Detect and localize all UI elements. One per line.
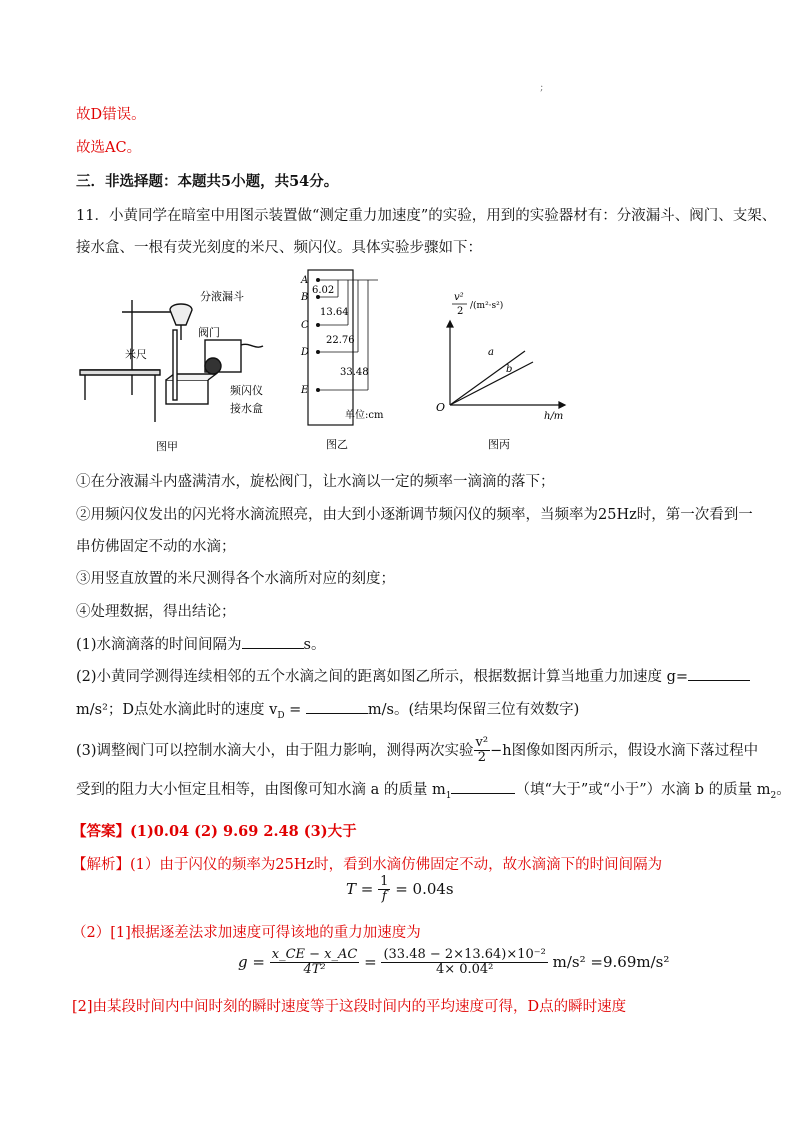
step-2-line-1: ②用频闪仪发出的闪光将水滴流照亮，由大到小逐渐调节频闪仪的频率，当频率为25Hz时，第一次看到一 [76, 507, 753, 523]
distance-ad: 22.76 [326, 335, 355, 346]
answer-blank-1[interactable] [242, 636, 304, 649]
answer-blank-3[interactable] [306, 701, 368, 714]
label-ruler: 米尺 [125, 348, 147, 361]
figure-yi [298, 265, 408, 455]
eq-t-lhs: T = [346, 879, 374, 898]
sub-question-2-line-1 [76, 665, 750, 686]
sub3b-sub1: 1 [445, 790, 452, 801]
fraction-v2-over-2 [474, 736, 491, 766]
step-1: ①在分液漏斗内盛满清水，旋松阀门，让水滴以一定的频率一滴滴的落下； [76, 474, 555, 490]
equation-gravity [238, 948, 669, 978]
sub-question-3-line-2 [76, 778, 791, 801]
point-b: B [301, 292, 309, 303]
sub3b-text: 受到的阻力大小恒定且相等，由图像可知水滴 a 的质量 m [76, 782, 446, 798]
eq-g-frac2 [381, 948, 547, 978]
label-funnel: 分液漏斗 [200, 290, 244, 303]
sub3b-sub2: 2 [770, 790, 777, 801]
step-3: ③用竖直放置的米尺测得各个水滴所对应的刻度； [76, 571, 395, 587]
caption-jia: 图甲 [156, 440, 178, 453]
sub1-unit: s。 [303, 637, 326, 653]
question-11-line-1: 11．小黄同学在暗室中用图示装置做“测定重力加速度”的实验，用到的实验器材有：分液漏斗、阀门、支架、 [76, 208, 777, 224]
eq-g-lhs: g = [238, 952, 265, 971]
ylabel-unit: /(m²·s²) [470, 301, 504, 311]
analysis-line-3: [2]由某段时间内中间时刻的瞬时速度等于这段时间内的平均速度可得，D点的瞬时速度 [72, 999, 627, 1015]
question-11-line-2: 接水盒、一根有荧光刻度的米尺、频闪仪。具体实验步骤如下： [76, 240, 482, 256]
eq-t-den: f [381, 889, 387, 905]
analysis-line-1: 【解析】(1）由于闪仪的频率为25Hz时，看到水滴仿佛固定不动，故水滴滴下的时间间隔为 [72, 857, 663, 873]
sub3-tail: −h图像如图丙所示，假设水滴下落过程中 [490, 742, 759, 759]
sub2b-text: m/s²；D点处水滴此时的速度 v [76, 702, 278, 718]
distance-ac: 13.64 [320, 307, 349, 318]
text-l1: 故D错误。 [76, 107, 146, 123]
caption-bing: 图丙 [488, 438, 510, 451]
sub2-text: (2)小黄同学测得连续相邻的五个水滴之间的距离如图乙所示，根据数据计算当地重力加速度 g= [76, 669, 689, 685]
text-l2: 故选AC。 [76, 140, 142, 156]
sub-question-1 [76, 633, 326, 654]
point-c: C [301, 320, 309, 331]
step-4: ④处理数据，得出结论； [76, 604, 236, 620]
sub-question-3-line-1 [76, 736, 758, 766]
eq-g-num: x_CE − x_AC [271, 947, 358, 962]
caption-yi: 图乙 [326, 438, 348, 451]
figure-bing [430, 283, 580, 458]
eq-g-mid: = [364, 952, 377, 971]
answer-blank-2[interactable] [688, 668, 750, 681]
label-valve: 阀门 [198, 326, 220, 339]
figure-jia [70, 270, 290, 460]
eq-t-num: 1 [380, 874, 389, 889]
line-b-label: b [506, 364, 513, 375]
eq-g-den2: 4× 0.04² [435, 962, 494, 978]
equation-period [346, 875, 454, 905]
origin-label: O [436, 401, 446, 414]
sub3-text: (3)调整阀门可以控制水滴大小，由于阻力影响，测得两次实验 [76, 742, 474, 759]
ylabel-num: v² [454, 292, 464, 303]
eq-g-frac1 [270, 948, 360, 978]
point-e: E [301, 385, 309, 396]
distance-ae: 33.48 [340, 367, 369, 378]
point-d: D [301, 347, 310, 358]
label-water-box: 接水盒 [230, 402, 263, 415]
section-heading: 三．非选择题：本题共5小题，共54分。 [76, 173, 339, 190]
sub-question-2-line-2 [76, 698, 579, 721]
eq-g-num2: (33.48 − 2×13.64)×10⁻² [383, 947, 546, 962]
eq-g-den: 4T² [303, 962, 326, 978]
distance-ab: 6.02 [312, 285, 335, 296]
eq-t-rhs: = 0.04s [395, 879, 454, 898]
sub2b-subscript: D [277, 710, 285, 721]
step-2-line-2: 串仿佛固定不动的水滴； [76, 539, 236, 555]
sub3b-end: 。 [776, 782, 791, 798]
sub1-text: (1)水滴滴落的时间间隔为 [76, 637, 242, 653]
analysis-line-2: （2）[1]根据逐差法求加速度可得该地的重力加速度为 [72, 925, 421, 941]
sub2b-equals: = [284, 702, 306, 718]
sub2b-tail: m/s。(结果均保留三位有效数字) [367, 702, 580, 718]
header-mark: ; [540, 82, 544, 93]
label-strobe: 频闪仪 [230, 384, 263, 397]
frac-den: 2 [477, 750, 486, 766]
sub3b-mid: （填“大于”或“小于”）水滴 b 的质量 m [515, 782, 771, 798]
xlabel: h/m [544, 411, 564, 422]
point-a: A [301, 275, 309, 286]
answer-blank-4[interactable] [451, 781, 515, 794]
eq-t-frac [378, 875, 390, 905]
ylabel-den: 2 [457, 306, 464, 317]
unit-label: 单位:cm [345, 410, 384, 421]
eq-g-rhs: m/s² =9.69m/s² [552, 952, 670, 971]
answer-line: 【答案】(1)0.04 (2) 9.69 2.48 (3)大于 [72, 823, 357, 840]
line-a-label: a [488, 347, 494, 358]
frac-num: v² [475, 735, 489, 750]
